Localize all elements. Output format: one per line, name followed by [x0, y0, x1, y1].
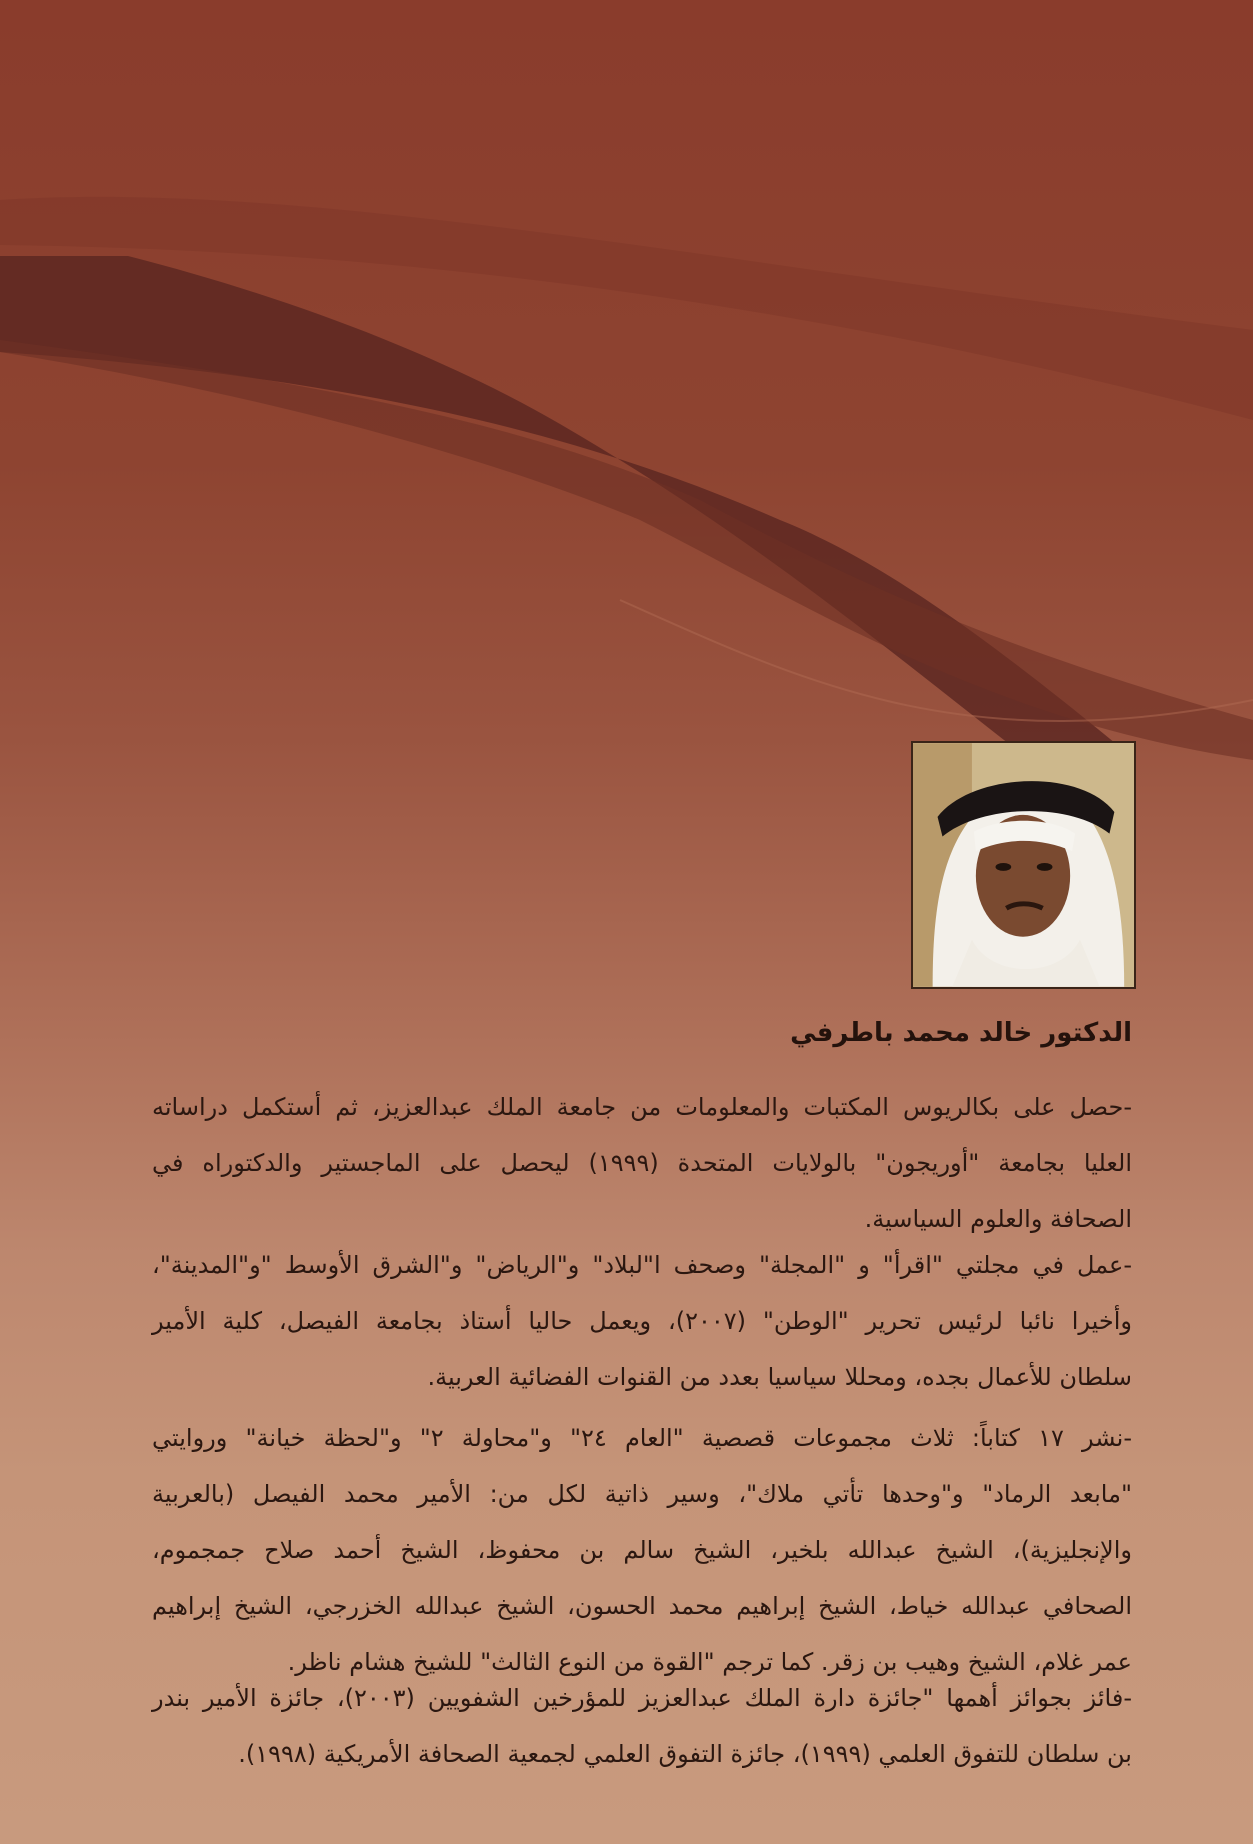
bio-line: عمر غلام، الشيخ وهيب بن زقر. كما ترجم "القوة من النوع الثالث" للشيخ هشام ناظر.	[287, 1648, 1132, 1676]
bio-paragraph-education	[152, 1079, 1132, 1247]
author-portrait-icon	[913, 743, 1134, 987]
bio-line: "مابعد الرماد" و"وحدها تأتي ملاك"، وسير ذاتية لكل من: الأمير محمد الفيصل (بالعربية	[152, 1480, 1132, 1508]
bio-line: -حصل على بكالريوس المكتبات والمعلومات من جامعة الملك عبدالعزيز، ثم أستكمل دراساته	[152, 1093, 1132, 1121]
bio-line: وأخيرا نائبا لرئيس تحرير "الوطن" (٢٠٠٧)، ويعمل حاليا أستاذ بجامعة الفيصل، كلية الأمير	[152, 1307, 1133, 1335]
bio-line: -فائز بجوائز أهمها "جائزة دارة الملك عبدالعزيز للمؤرخين الشفويين (٢٠٠٣)، جائزة الأمير بندر	[152, 1684, 1132, 1712]
bio-line: -عمل في مجلتي "اقرأ" و "المجلة" وصحف ا"لبلاد" و"الرياض" و"الشرق الأوسط "و"المدينة"،	[152, 1251, 1132, 1279]
bio-line: العليا بجامعة "أوريجون" بالولايات المتحدة (١٩٩٩) ليحصل على الماجستير والدكتوراه في	[152, 1149, 1132, 1177]
author-photo	[911, 741, 1136, 989]
bio-line: الصحافة والعلوم السياسية.	[864, 1205, 1132, 1233]
bio-line: والإنجليزية)، الشيخ عبدالله بلخير، الشيخ سالم بن محفوظ، الشيخ أحمد صلاح جمجموم،	[152, 1536, 1132, 1564]
decorative-swoosh	[0, 0, 1253, 760]
bio-paragraph-career	[152, 1237, 1132, 1405]
bio-line: بن سلطان للتفوق العلمي (١٩٩٩)، جائزة التفوق العلمي لجمعية الصحافة الأمريكية (١٩٩٨).	[238, 1740, 1132, 1768]
bio-line: -نشر ١٧ كتاباً: ثلاث مجموعات قصصية "العام ٢٤" و"محاولة ٢" و"لحظة خيانة" وروايتي	[152, 1424, 1132, 1452]
author-name: الدكتور خالد محمد باطرفي	[790, 1018, 1132, 1048]
bio-line: سلطان للأعمال بجده، ومحللا سياسيا بعدد من القنوات الفضائية العربية.	[427, 1363, 1132, 1391]
bio-paragraph-publications	[152, 1410, 1132, 1690]
bio-paragraph-awards	[152, 1670, 1132, 1782]
bio-line: الصحافي عبدالله خياط، الشيخ إبراهيم محمد الحسون، الشيخ عبدالله الخزرجي، الشيخ إبراهيم	[152, 1592, 1132, 1620]
